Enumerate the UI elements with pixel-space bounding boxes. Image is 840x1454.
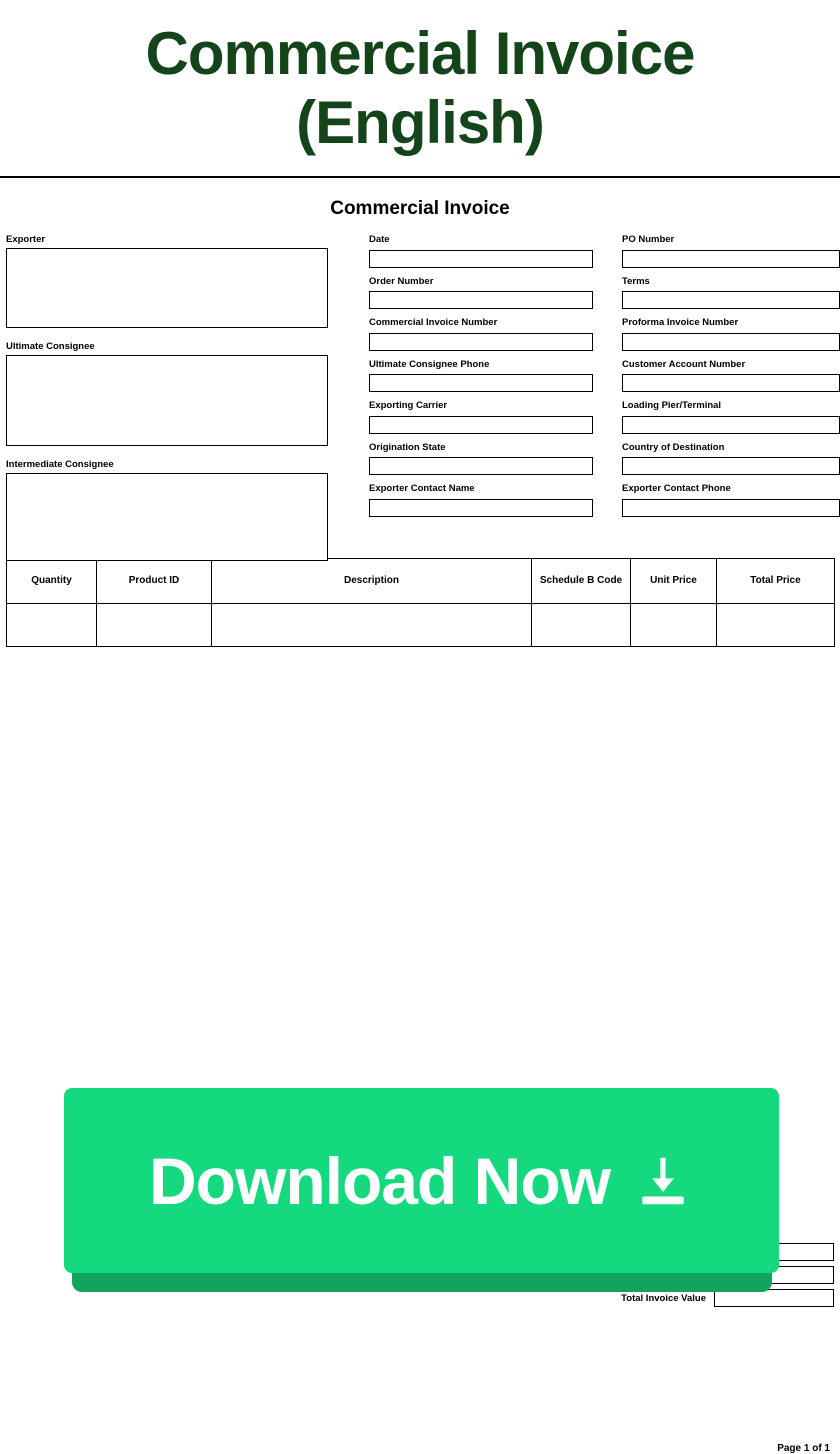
total-label-total-invoice-value: Total Invoice Value	[621, 1292, 706, 1304]
page-title-line1: Commercial Invoice	[145, 20, 695, 87]
column-header-unit-price: Unit Price	[631, 559, 717, 604]
terms-input[interactable]	[622, 291, 840, 309]
field-intermediate-consignee	[6, 459, 328, 566]
field-label-exporter-contact-name: Exporter Contact Name	[369, 483, 475, 494]
field-label-origination-state: Origination State	[369, 441, 446, 453]
field-label-ultimate-consignee-phone: Ultimate Consignee Phone	[369, 358, 490, 370]
field-ultimate-consignee-phone	[369, 359, 593, 393]
page-title-line2: (English)	[296, 89, 544, 156]
download-button-label: Download Now	[149, 1143, 610, 1218]
country-of-destination-input[interactable]	[622, 457, 840, 475]
field-ultimate-consignee	[6, 341, 328, 451]
proforma-invoice-number-input[interactable]	[622, 333, 840, 351]
column-header-product-id: Product ID	[97, 559, 212, 604]
order-number-input[interactable]	[369, 291, 593, 309]
field-po-number	[622, 234, 840, 268]
origination-state-input[interactable]	[369, 457, 593, 475]
column-header-schedule-b-code: Schedule B Code	[532, 559, 631, 604]
cell-quantity[interactable]	[7, 604, 97, 647]
download-icon	[632, 1150, 694, 1212]
column-header-description: Description	[212, 559, 532, 604]
field-exporter	[6, 234, 328, 333]
left-field-column	[6, 234, 328, 574]
cell-unit-price[interactable]	[631, 604, 717, 647]
field-order-number	[369, 276, 593, 310]
cell-total-price[interactable]	[717, 604, 835, 647]
field-exporter-contact-phone	[622, 483, 840, 517]
cell-schedule-b-code[interactable]	[532, 604, 631, 647]
field-exporting-carrier	[369, 400, 593, 434]
ultimate-consignee-input[interactable]	[6, 355, 328, 446]
field-label-exporter-contact-phone: Exporter Contact Phone	[622, 483, 731, 494]
table-row[interactable]	[7, 604, 835, 647]
ultimate-consignee-phone-input[interactable]	[369, 374, 593, 392]
exporter-contact-phone-input[interactable]	[622, 499, 840, 517]
field-label-commercial-invoice-number: Commercial Invoice Number	[369, 317, 498, 328]
field-label-ultimate-consignee: Ultimate Consignee	[6, 341, 95, 352]
exporting-carrier-input[interactable]	[369, 416, 593, 434]
page-title-banner	[0, 0, 840, 178]
customer-account-number-input[interactable]	[622, 374, 840, 392]
field-exporter-contact-name	[369, 483, 593, 517]
commercial-invoice-number-input[interactable]	[369, 333, 593, 351]
invoice-header-form	[6, 234, 834, 554]
field-label-country-of-destination: Country of Destination	[622, 441, 725, 453]
field-proforma-invoice-number	[622, 317, 840, 351]
cell-product-id[interactable]	[97, 604, 212, 647]
exporter-contact-name-input[interactable]	[369, 499, 593, 517]
date-input[interactable]	[369, 250, 593, 268]
download-button-wrapper	[64, 1088, 779, 1294]
middle-field-column	[369, 234, 593, 525]
field-label-exporting-carrier: Exporting Carrier	[369, 400, 448, 411]
field-commercial-invoice-number	[369, 317, 593, 351]
po-number-input[interactable]	[622, 250, 840, 268]
document-title: Commercial Invoice	[330, 198, 510, 219]
intermediate-consignee-input[interactable]	[6, 473, 328, 561]
field-origination-state	[369, 442, 593, 476]
column-header-total-price: Total Price	[717, 559, 835, 604]
field-label-terms: Terms	[622, 275, 650, 287]
loading-pier-terminal-input[interactable]	[622, 416, 840, 434]
field-label-po-number: PO Number	[622, 234, 675, 245]
field-label-proforma-invoice-number: Proforma Invoice Number	[622, 317, 739, 328]
field-label-date: Date	[369, 234, 390, 245]
field-label-loading-pier-terminal: Loading Pier/Terminal	[622, 400, 722, 411]
download-now-button[interactable]	[64, 1088, 779, 1273]
page-title	[146, 19, 695, 157]
field-label-order-number: Order Number	[369, 275, 434, 287]
field-terms	[622, 276, 840, 310]
field-country-of-destination	[622, 442, 840, 476]
field-label-customer-account-number: Customer Account Number	[622, 358, 746, 370]
cell-description[interactable]	[212, 604, 532, 647]
right-field-column	[622, 234, 840, 525]
field-label-intermediate-consignee: Intermediate Consignee	[6, 459, 114, 470]
field-date	[369, 234, 593, 268]
field-customer-account-number	[622, 359, 840, 393]
field-loading-pier-terminal	[622, 400, 840, 434]
page-number-footer: Page 1 of 1	[777, 1443, 830, 1454]
column-header-quantity: Quantity	[7, 559, 97, 604]
exporter-input[interactable]	[6, 248, 328, 328]
field-label-exporter: Exporter	[6, 234, 46, 245]
